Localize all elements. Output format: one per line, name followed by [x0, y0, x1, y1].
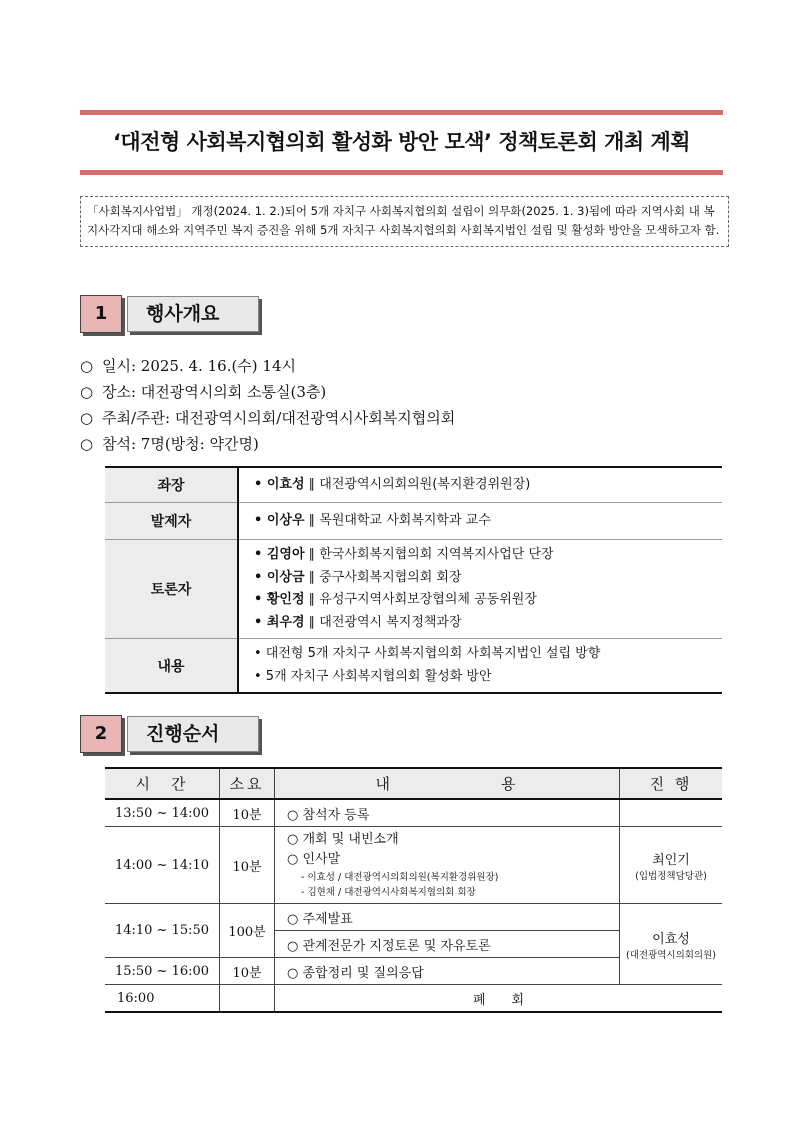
overview-place: ○ 장소: 대전광역시의회 소통실(3층) [80, 383, 327, 401]
header-duration: 소요 [220, 768, 275, 799]
title-top-bar [80, 110, 723, 115]
title-bottom-bar [80, 170, 723, 175]
overview-date: ○ 일시: 2025. 4. 16.(수) 14시 [80, 357, 296, 375]
duration-cell: 10분 [220, 799, 275, 827]
duration-cell [220, 985, 275, 1013]
item-cell: ○ 관계전문가 지정토론 및 자유토론 [275, 931, 620, 958]
host-name: 이효성 [652, 931, 690, 947]
table-row [105, 985, 722, 1013]
label-chair: 좌장 [105, 467, 238, 503]
table-row [105, 799, 722, 827]
host-cell [620, 904, 723, 985]
header-time: 시 간 [105, 768, 220, 799]
table-row [105, 904, 722, 931]
duration-cell: 100분 [220, 904, 275, 958]
time-cell: 13:50 ~ 14:00 [105, 799, 220, 827]
panel-entries [238, 540, 722, 639]
time-cell: 14:00 ~ 14:10 [105, 827, 220, 904]
host-role: (대전광역시의회의원) [625, 949, 716, 961]
schedule-header [105, 768, 722, 799]
item-cell: 폐 회 [275, 985, 723, 1013]
intro-box: 「사회복지사업법」 개정(2024. 1. 2.)되어 5개 자치구 사회복지협의회 설립이 의무화(2025. 1. 3)됨에 따라 지역사회 내 복지사각지대 해소와 지역주민 복지 증진을 위해 5개 자치구 사회복지협의회 사회복지법인 설립 및 활성화 방안을 모색하고자 함. [80, 196, 729, 247]
chair-entry: • 이효성 ∥ 대전광역시의회의원(복지환경위원장) [238, 467, 722, 503]
item-sub-line: - 이효성 / 대전광역시의회의원(복지환경위원장) [301, 872, 499, 883]
overview-host: ○ 주최/주관: 대전광역시의회/대전광역시사회복지협의회 [80, 409, 456, 427]
schedule-table [105, 767, 722, 1013]
duration-cell: 10분 [220, 958, 275, 985]
header-host: 진 행 [620, 768, 723, 799]
time-cell: 15:50 ~ 16:00 [105, 958, 220, 985]
row-content [105, 639, 722, 694]
duration-cell: 10분 [220, 827, 275, 904]
item-sub-line: - 김현채 / 대전광역시사회복지협의회 회장 [301, 887, 476, 898]
item-line: ○ 인사말 [287, 852, 341, 867]
host-cell [620, 799, 723, 827]
host-role: (입법정책담당관) [635, 870, 707, 882]
panel-entry: • 김영아 ∥ 한국사회복지협의회 지역복지사업단 단장 [254, 547, 554, 562]
content-item: • 대전형 5개 자치구 사회복지협의회 사회복지법인 설립 방향 [254, 646, 601, 661]
panel-entry: • 황인정 ∥ 유성구지역사회보장협의체 공동위원장 [254, 592, 537, 607]
row-panel [105, 540, 722, 639]
item-cell: ○ 참석자 등록 [275, 799, 620, 827]
item-cell: ○ 주제발표 [275, 904, 620, 931]
item-cell [275, 827, 620, 904]
time-cell: 16:00 [105, 985, 220, 1013]
time-cell: 14:10 ~ 15:50 [105, 904, 220, 958]
table-row [105, 827, 722, 904]
host-cell [620, 827, 723, 904]
section-2-title: 진행순서 [127, 716, 259, 752]
host-name: 최인기 [652, 852, 690, 868]
presenter-entry: • 이상우 ∥ 목원대학교 사회복지학과 교수 [238, 503, 722, 540]
overview-attendees: ○ 참석: 7명(방청: 약간명) [80, 435, 259, 453]
label-content: 내용 [105, 639, 238, 694]
section-1-number: 1 [80, 295, 122, 333]
section-2-number: 2 [80, 715, 122, 753]
header-content: 내 용 [275, 768, 620, 799]
panel-entry: • 이상금 ∥ 중구사회복지협의회 회장 [254, 569, 462, 585]
label-presenter: 발제자 [105, 503, 238, 540]
page-title: ‘대전형 사회복지협의회 활성화 방안 모색’ 정책토론회 개최 계획 [112, 130, 691, 154]
section-1-title: 행사개요 [127, 296, 259, 332]
label-panel: 토론자 [105, 540, 238, 639]
panel-entry: • 최우경 ∥ 대전광역시 복지정책과장 [254, 614, 462, 630]
item-line: ○ 개회 및 내빈소개 [287, 832, 399, 847]
row-chair [105, 467, 722, 503]
content-item: • 5개 자치구 사회복지협의회 활성화 방안 [254, 668, 492, 684]
participants-table [105, 466, 722, 694]
item-cell: ○ 종합정리 및 질의응답 [275, 958, 620, 985]
row-presenter [105, 503, 722, 540]
content-entries [238, 639, 722, 694]
